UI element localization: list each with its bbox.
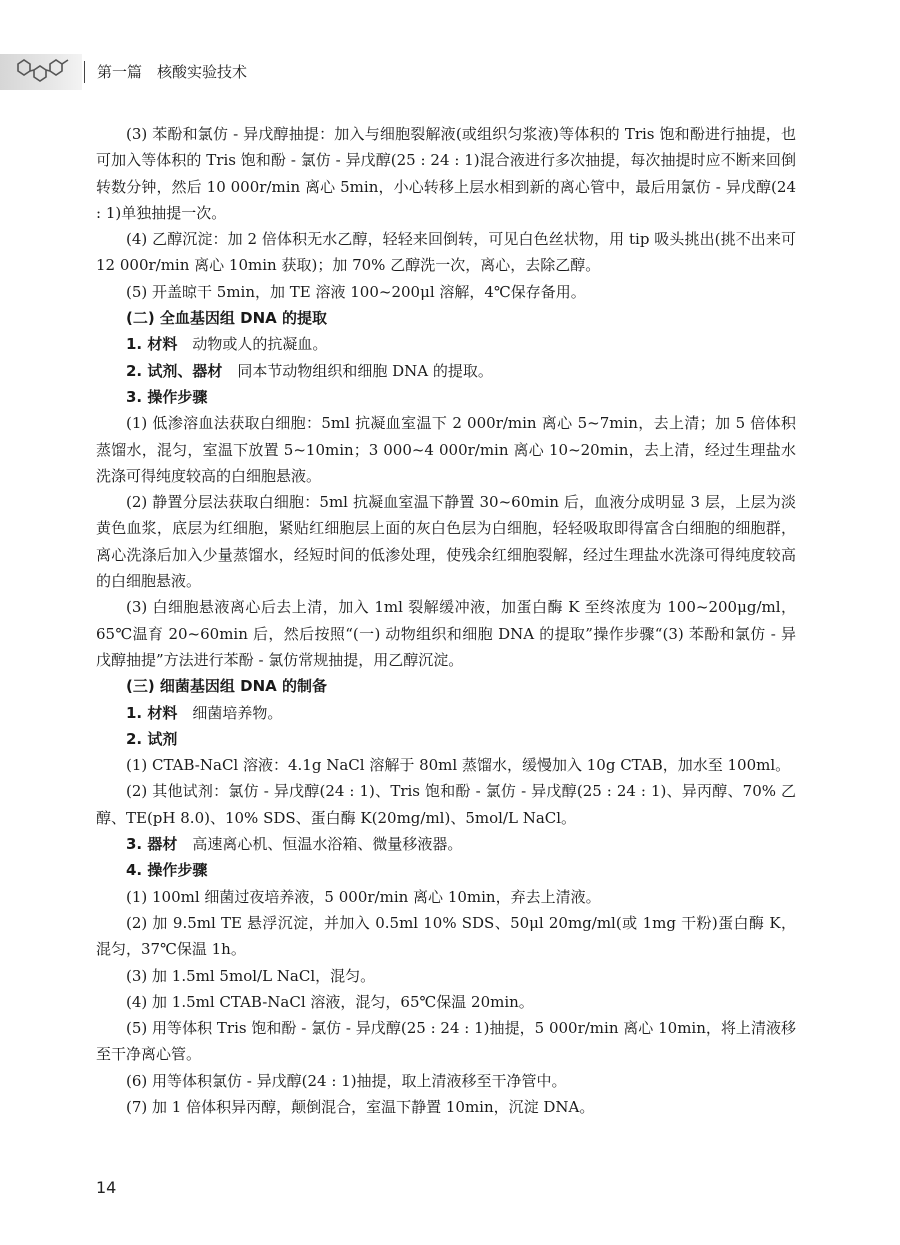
item-label: 2. 试剂、器材 (126, 361, 223, 380)
page-header (0, 52, 900, 92)
paragraph (96, 384, 796, 410)
step-item: (3) 加 1.5ml 5mol/L NaCl，混匀。 (126, 966, 376, 985)
paragraph (96, 831, 796, 857)
item-text: 高速离心机、恒温水浴箱、微量移液器。 (192, 835, 463, 854)
step-item: (4) 加 1.5ml CTAB-NaCl 溶液，混匀，65℃保温 20min。 (126, 992, 534, 1011)
step-item: (7) 加 1 倍体积异丙醇，颠倒混合，室温下静置 10min，沉淀 DNA。 (126, 1097, 595, 1116)
paragraph: (5) 开盖晾干 5min，加 TE 溶液 100~200μl 溶解，4℃保存备用。 (126, 282, 586, 301)
item-text: 细菌培养物。 (192, 703, 283, 722)
paragraph (96, 857, 796, 883)
paragraph (96, 331, 796, 357)
paragraph: (1) CTAB-NaCl 溶液：4.1g NaCl 溶解于 80ml 蒸馏水，缓慢加入 10g CTAB，加水至 100ml。 (126, 756, 791, 775)
step-item: (1) 100ml 细菌过夜培养液，5 000r/min 离心 10min，弃去上清液。 (126, 887, 601, 906)
paragraph: (1) 低渗溶血法获取白细胞：5ml 抗凝血室温下 2 000r/min 离心 5~7min，去上清；加 5 倍体积蒸馏水，混匀，室温下放置 5~10min；3 000~4 000r/min 离心 10~20min，去上清，经过生理盐水洗涤可得纯度较高的白细胞悬液。 (96, 414, 796, 485)
paragraph: (3) 苯酚和氯仿 - 异戊醇抽提：加入与细胞裂解液(或组织匀浆液)等体积的 Tris 饱和酚进行抽提，也可加入等体积的 Tris 饱和酚 - 氯仿 - 异戊醇(25 : 24 : 1)混合液进行多次抽提，每次抽提时应不断来回倒转数分钟，然后 10 000r/min 离心 5min，小心转移上层水相到新的离心管中，最后用氯仿 - 异戊醇(24 : 1)单独抽提一次。 (96, 125, 796, 222)
item-text: 动物或人的抗凝血。 (192, 335, 328, 354)
item-label: 2. 试剂 (126, 729, 178, 748)
paragraph (96, 700, 796, 726)
step-item: (2) 加 9.5ml TE 悬浮沉淀，并加入 0.5ml 10% SDS、50μl 20mg/ml(或 1mg 干粉)蛋白酶 K，混匀，37℃保温 1h。 (96, 913, 796, 959)
molecule-icon (10, 52, 72, 92)
paragraph: (4) 乙醇沉淀：加 2 倍体积无水乙醇，轻轻来回倒转，可见白色丝状物，用 tip 吸头挑出(挑不出来可 12 000r/min 离心 10min 获取)；加 70% 乙醇洗一次，离心，去除乙醇。 (96, 230, 796, 275)
step-item: (5) 用等体积 Tris 饱和酚 - 氯仿 - 异戊醇(25 : 24 : 1)抽提，5 000r/min 离心 10min，将上清液移至干净离心管。 (96, 1019, 796, 1064)
item-text: 同本节动物组织和细胞 DNA 的提取。 (237, 361, 493, 380)
item-label: 1. 材料 (126, 703, 178, 722)
item-label: 3. 器材 (126, 835, 178, 854)
paragraph: (3) 白细胞悬液离心后去上清，加入 1ml 裂解缓冲液，加蛋白酶 K 至终浓度为 100~200μg/ml，65℃温育 20~60min 后，然后按照“(一) 动物组织和细胞 DNA 的提取”操作步骤“(3) 苯酚和氯仿 - 异戊醇抽提”方法进行苯酚 - 氯仿常规抽提，用乙醇沉淀。 (96, 598, 796, 669)
chapter-title: 第一篇 核酸实验技术 (97, 63, 248, 81)
paragraph (96, 726, 796, 752)
item-label: 1. 材料 (126, 335, 178, 354)
paragraph: (2) 静置分层法获取白细胞：5ml 抗凝血室温下静置 30~60min 后，血液分成明显 3 层，上层为淡黄色血浆，底层为红细胞，紧贴红细胞层上面的灰白色层为白细胞，轻轻吸取即得富含白细胞的细胞群，离心洗涤后加入少量蒸馏水，经短时间的低渗处理，使残余红细胞裂解，经过生理盐水洗涤可得纯度较高的白细胞悬液。 (96, 493, 796, 591)
item-label: 4. 操作步骤 (126, 861, 208, 880)
item-label: 3. 操作步骤 (126, 387, 208, 406)
paragraph (96, 358, 796, 384)
header-separator (84, 61, 85, 83)
section-heading-bacteria: (三) 细菌基因组 DNA 的制备 (126, 677, 327, 696)
paragraph: (2) 其他试剂：氯仿 - 异戊醇(24 : 1)、Tris 饱和酚 - 氯仿 - 异戊醇(25 : 24 : 1)、异丙醇、70% 乙醇、TE(pH 8.0)、10% SDS、蛋白酶 K(20mg/ml)、5mol/L NaCl。 (96, 782, 796, 827)
page-number: 14 (96, 1178, 117, 1197)
section-heading-blood: (二) 全血基因组 DNA 的提取 (126, 309, 327, 328)
step-item: (6) 用等体积氯仿 - 异戊醇(24 : 1)抽提，取上清液移至干净管中。 (126, 1071, 567, 1090)
page-body (96, 121, 796, 1120)
